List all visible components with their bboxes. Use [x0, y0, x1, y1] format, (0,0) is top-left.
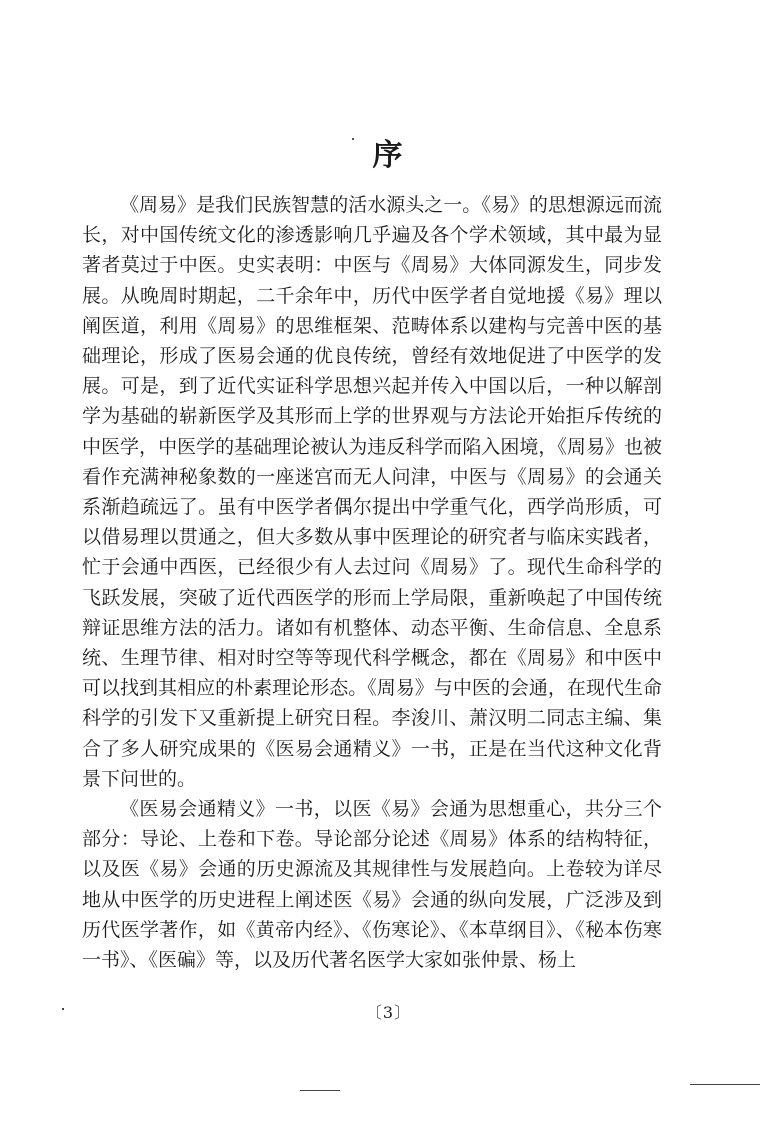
- page-title: 序: [372, 138, 405, 173]
- scan-line-left: [300, 1090, 340, 1091]
- paragraph-2: 《医易会通精义》一书，以医《易》会通为思想重心，共分三个部分：导论、上卷和下卷。导论部分论述《周易》体系的结构特征，以及医《易》会通的历史源流及其规律性与发展趋向。上卷较为详尽地从中医学的历史进程上阐述医《易》会通的纵向发展，广泛涉及到历代医学著作，如《黄帝内经》、《伤寒论》、《本草纲目》、《秘本伤寒一书》、《医碥》等，以及历代著名医学大家如张仲景、杨上: [82, 798, 662, 972]
- scan-line-right: [690, 1084, 760, 1085]
- page-number: 〔3〕: [365, 1003, 412, 1022]
- body-text: [82, 190, 662, 975]
- paragraph-1: 《周易》是我们民族智慧的活水源头之一。《易》的思想源远而流长，对中国传统文化的渗透影响几乎遍及各个学术领域，其中最为显著者莫过于中医。史实表明：中医与《周易》大体同源发生，同步发展。从晚周时期起，二千余年中，历代中医学者自觉地援《易》理以阐医道，利用《周易》的思维框架、范畴体系以建构与完善中医的基础理论，形成了医易会通的优良传统，曾经有效地促进了中医学的发展。可是，到了近代实证科学思想兴起并传入中国以后，一种以解剖学为基础的崭新医学及其形而上学的世界观与方法论开始拒斥传统的中医学，中医学的基础理论被认为违反科学而陷入困境，《周易》也被看作充满神秘象数的一座迷宫而无人问津，中医与《周易》的会通关系渐趋疏远了。虽有中医学者偶尔提出中学重气化，西学尚形质，可以借易理以贯通之，但大多数从事中医理论的研究者与临床实践者，忙于会通中西医，已经很少有人去过问《周易》了。现代生命科学的飞跃发展，突破了近代西医学的形而上学局限，重新唤起了中国传统辩证思维方法的活力。诸如有机整体、动态平衡、生命信息、全息系统、生理节律、相对时空等等现代科学概念，都在《周易》和中医中可以找到其相应的朴素理论形态。《周易》与中医的会通，在现代生命科学的引发下又重新提上研究日程。李浚川、萧汉明二同志主编、集合了多人研究成果的《医易会通精义》一书，正是在当代这种文化背景下问世的。: [82, 194, 662, 790]
- scan-speck-left: [62, 1008, 64, 1010]
